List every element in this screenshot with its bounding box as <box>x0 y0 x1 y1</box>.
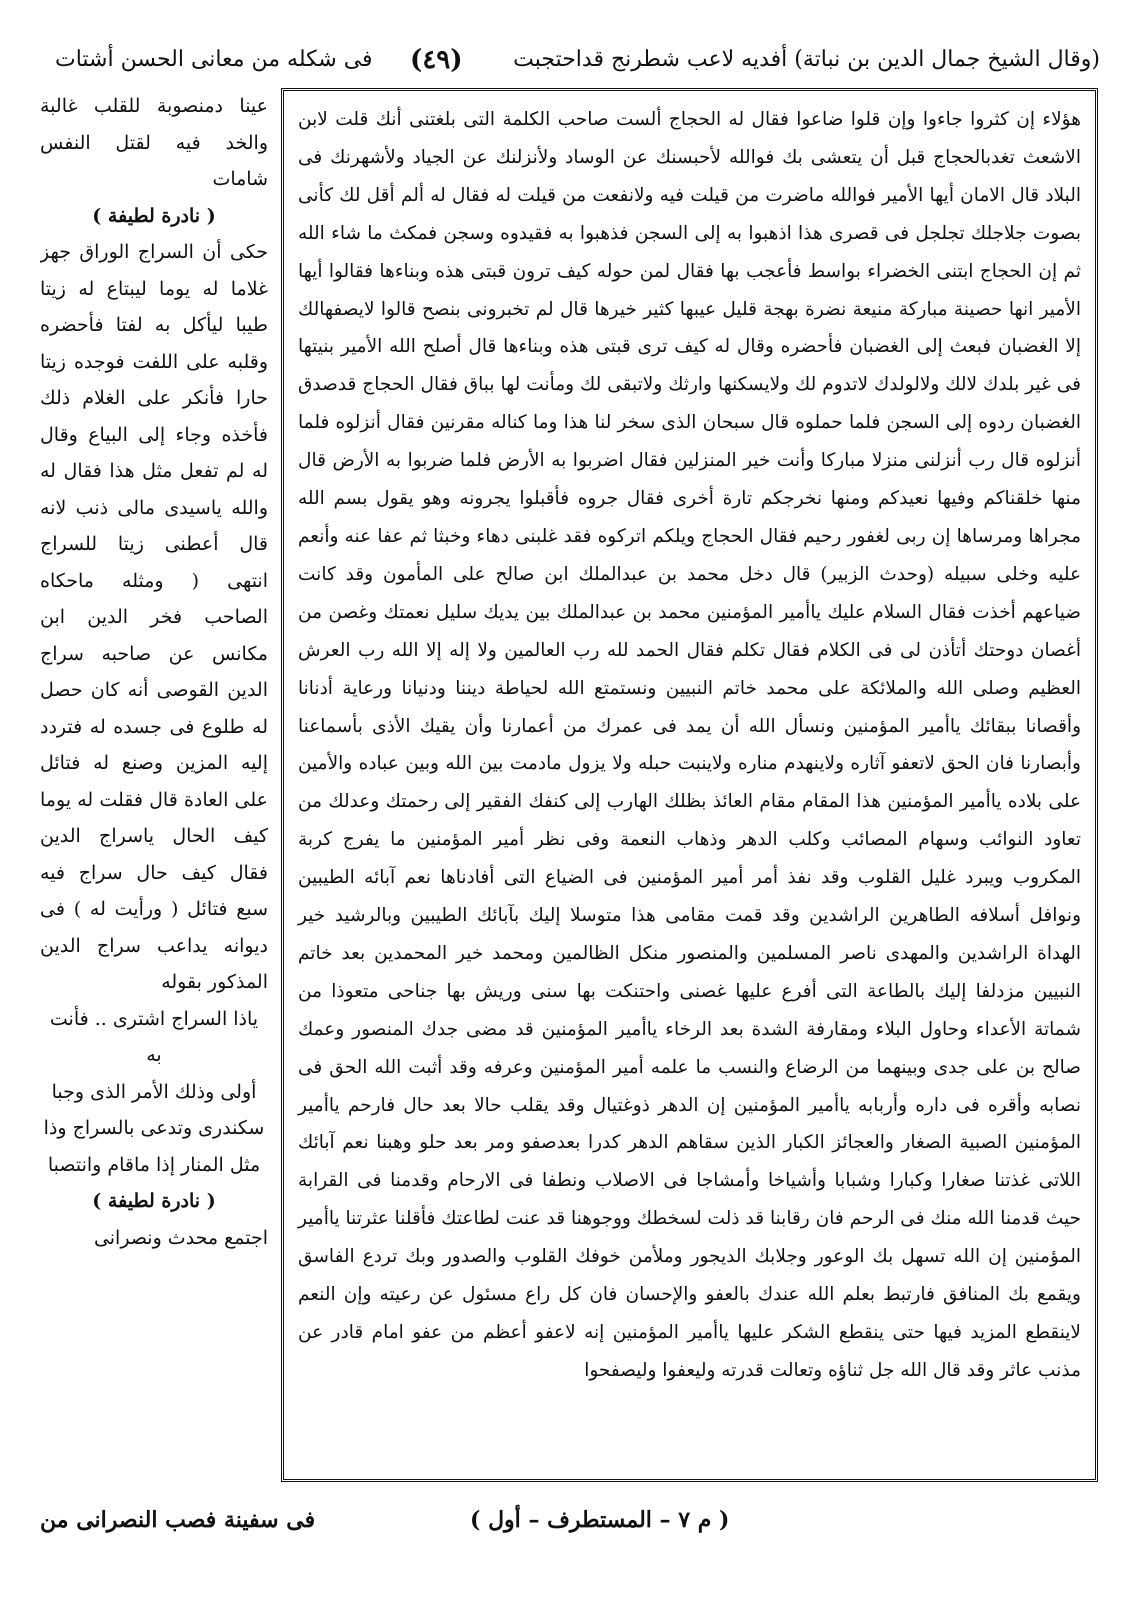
margin-column <box>40 88 268 1482</box>
main-text-frame <box>281 88 1098 1482</box>
page-number: (٤٩) <box>410 45 463 75</box>
main-body-text: هؤلاء إن كثروا جاءوا وإن قلوا ضاعوا فقال له الحجاج ألست صاحب الكلمة التى بلغتنى أنك قلت لابن الاشعث تغدبالحجاج قبل أن يتعشى بك فوالله لأحبسنك عن الوساد ولأنزلنك عن الجياد ولأشهرنك فى البلاد قال الامان أيها الأمير فوالله ماضرت من قيلت فيه ولانفعت من قيلت له فقال له ألم أقل لك كأنى بصوت جلاجلك تجلجل فى قصرى هذا اذهبوا به إلى السجن فذهبوا به فقيدوه وسجن فمكث ما شاء الله ثم إن الحجاج ابتنى الخضراء بواسط فأعجب بها فقال لمن حوله كيف ترون قبتى هذه وبناءها فقالوا أيها الأمير انها حصينة مباركة منيعة نضرة بهجة قليل عيبها كثير خيرها قال لم تخبرونى بنصح قالوا لايصفهالك إلا الغضبان فبعث إلى الغضبان فأحضره وقال له كيف ترى قبتى هذه وبناءها قال أصلح الله الأمير بنيتها فى غير بلدك لالك ولالولدك لاتدوم لك ولايسكنها وارثك ولاتبقى لك ومأنت لها بباق فقال الحجاج قدصدق الغضبان ردوه إلى السجن فلما حملوه قال سبحان الذى سخر لنا هذا وما كناله مقرنين فقال أنزلوه فلما أنزلوه قال رب أنزلنى منزلا مباركا وأنت خير المنزلين فقال اضربوا به الأرض فلما ضربوا به الأرض قال منها خلقناكم وفيها نعيدكم ومنها نخرجكم تارة أخرى فقال جروه فأقبلوا يجرونه وهو يقول بسم الله مجراها ومرساها إن ربى لغفور رحيم فقال الحجاج ويلكم اتركوه فقد غلبنى دهاء وخبثا ثم عفا عنه وأنعم عليه وخلى سبيله (وحدث الزبير) قال دخل محمد بن عبدالملك ابن صالح على المأمون وقد كانت ضياعهم أخذت فقال السلام عليك ياأمير المؤمنين محمد بن عبدالملك بين يديك سليل نعمتك وغصن من أغصان دوحتك أتأذن لى فى الكلام فقال تكلم فقال الحمد لله رب العالمين ولا إله إلا الله رب العرش العظيم وصلى الله والملائكة على محمد خاتم النبيين ونستمتع الله لحياطة ديننا ودنيانا ورعاية أدنانا وأقصانا ببقائك ياأمير المؤمنين ونسأل الله أن يمد فى عمرك من أعمارنا وأن يقيك الأذى بأسماعنا وأبصارنا فان الحق لاتعفو آثاره ولاينهدم مناره ولاينبت حبله ولا يزول مادمت بين الله وبين عباده والأمين على بلاده ياأمير المؤمنين هذا المقام مقام العائذ بظلك الهارب إلى كنفك الفقير إلى رحمتك وعدلك من تعاود النوائب وسهام المصائب وكلب الدهر وذهاب النعمة وفى نظر أمير المؤمنين ما يفرج كربة المكروب ويبرد غليل القلوب وقد نفذ أمر أمير المؤمنين فى الضياع التى أفادناها نعم آبائه الطيبين ونوافل أسلافه الطاهرين الراشدين وقد قمت مقامى هذا متوسلا إليك بآبائك الطيبين وبالرشيد خير الهداة الراشدين والمهدى ناصر المسلمين والمنصور منكل الظالمين ومحمد خير المحمدين بعد خاتم النبيين مزدلفا إليك بالطاعة التى أفرع عليها غصنى واحتنكت بها سنى وريش بها جناحى متعوذا من شماتة الأعداء وحاول البلاء ومقارفة الشدة بعد الرخاء ياأمير المؤمنين قد مضى جدك المنصور وعمك صالح بن على جدى وبينهما من الرضاع والنسب ما علمه أمير المؤمنين وعرفه وقد أثبت الله الحق فى نصابه وأقره فى داره وأربابه ياأمير المؤمنين إن الدهر ذوغتيال وقد يقلب حالا بعد حال فارحم ياأمير المؤمنين الصبية الصغار والعجائز الكبار الذين سقاهم الدهر كدرا بعدصفو ومر بعد حلو وهبنا نعم آبائك اللاتى غذتنا صغارا وكبارا وشبابا وأشياخا وأمشاجا فى الاصلاب ونطفا فى الارحام وقدمنا فى القرابة حيث قدمنا الله منك فى الرحم فان رقابنا قد ذلت لسخطك ووجوهنا قد عنت لطاعتك فأقلنا عثرتنا ياأمير المؤمنين إن الله تسهل بك الوعور وجلابك الديجور وملأمن خوفك القلوب والصدور وبك تردع الفاسق ويقمع بك المنافق فارتبط بعلم الله عندك بالعفو والإحسان فان كل راع مسئول عن رعيته وإن النعم لاينقطع المزيد فيها حتى ينقطع الشكر عليها ياأمير المؤمنين إنه لاعفو أعظم من عفو امام قادر عن مذنب عاثر وقد قال الله جل ثناؤه وتعالت قدرته وليعفوا وليصفحوا <box>298 109 1081 1381</box>
margin-verse: أولى وذلك الأمر الذى وجبا <box>51 1080 257 1103</box>
margin-heading: ( نادرة لطيفة ) <box>92 1190 216 1212</box>
page-header <box>55 40 1100 80</box>
header-verse-continuation: فى شكله من معانى الحسن أشتات <box>55 47 373 72</box>
margin-verse: سكندرى وتدعى بالسراج وذا <box>43 1117 265 1139</box>
margin-intro: عينا دمنصوبة للقلب غالبة والخد فيه لقتل النفس شامات <box>40 95 268 190</box>
margin-story: حكى أن السراج الوراق جهز غلاما له يوما ليبتاع له زيتا طيبا ليأكل به لفتا فأحضره وقلبه على اللفت فوجده زيتا حارا فأنكر على الغلام ذلك فأخذه وجاء إلى البياع وقال له لم تفعل مثل هذا فقال له والله ياسيدى مالى ذنب لانه قال أعطنى زيتا للسراج انتهى ( ومثله ماحكاه الصاحب فخر الدين ابن مكانس عن صاحبه سراج الدين القوصى أنه كان حصل له طلوع فى جسده له فتردد إليه المزين وصنع له فتائل على العادة قال فقلت له يوما كيف الحال ياسراج الدين فقال كيف حال سراج فيه سبع فتائل ( ورأيت له ) فى ديوانه يداعب سراج الدين المذكور بقوله <box>40 241 268 993</box>
margin-verse: مثل المنار إذا ماقام وانتصبا <box>47 1153 261 1176</box>
catchword: فى سفينة فصب النصرانى من <box>40 1507 316 1533</box>
margin-story: اجتمع محدث ونصرانى <box>93 1226 268 1249</box>
signature-mark: ( م ٧ – المستطرف – أول ) <box>470 1507 730 1533</box>
page-footer <box>40 1500 1098 1540</box>
margin-verse: ياذا السراج اشترى .. فأنت به <box>49 1007 259 1066</box>
margin-heading: ( نادرة لطيفة ) <box>92 204 216 227</box>
header-title: (وقال الشيخ جمال الدين بن نباتة) أفديه لاعب شطرنج قداحتجبت <box>513 47 1100 72</box>
